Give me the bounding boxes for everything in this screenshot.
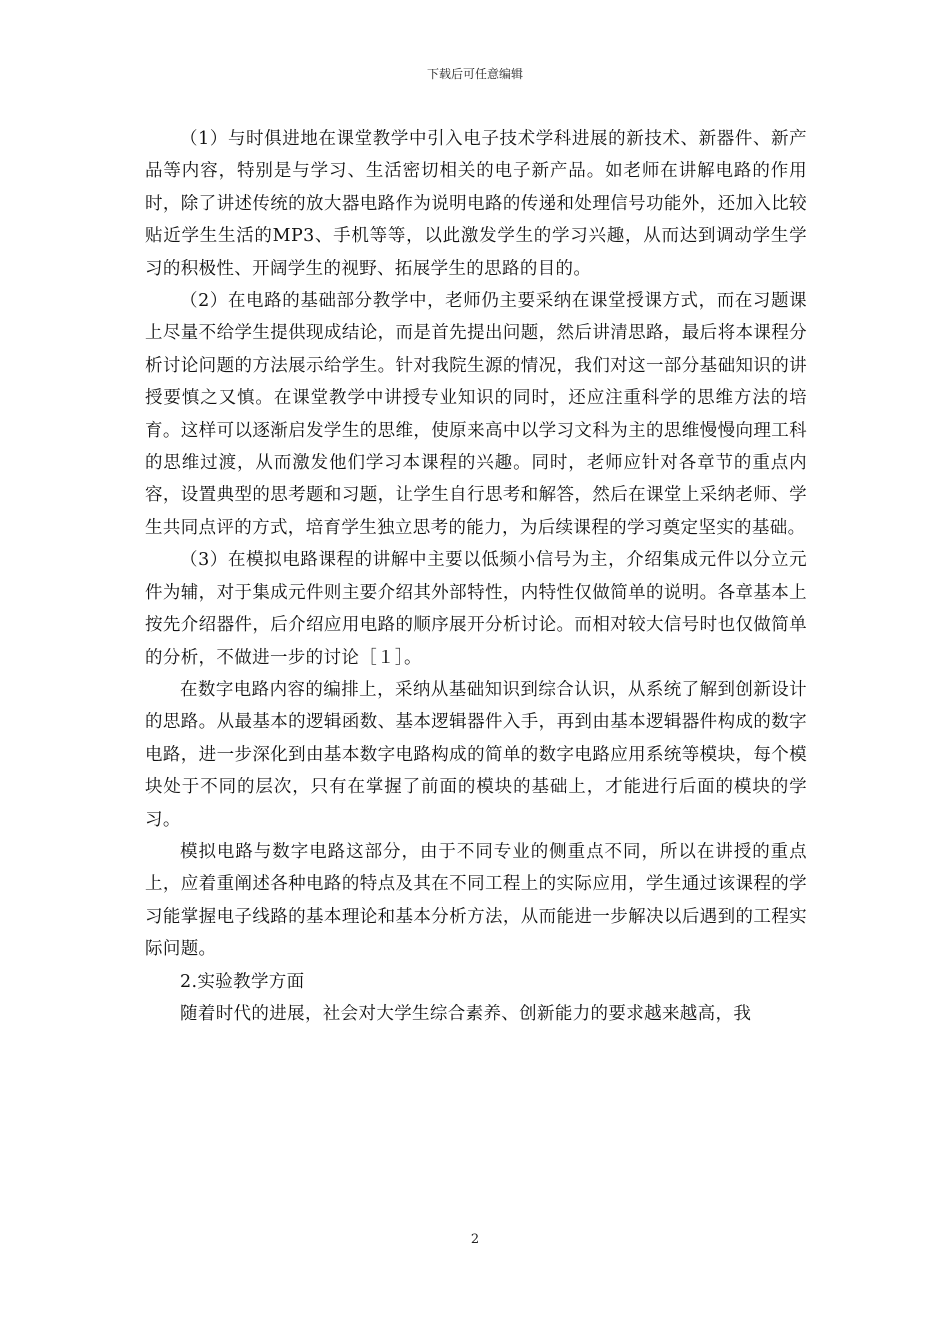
paragraph-6: 随着时代的进展，社会对大学生综合素养、创新能力的要求越来越高，我 [180,1003,752,1024]
paragraph-1: （1）与时俱进地在课堂教学中引入电子技术学科进展的新技术、新器件、新产品等内容，特别是与学习、生活密切相关的电子新产品。如老师在讲解电路的作用时，除了讲述传统的放大器电路作为说明电路的传递和处理信号功能外，还加入比较贴近学生生活的MP3、手机等等，以此激发学生的学习兴趣，从而达到调动学生学习的积极性、开阔学生的视野、拓展学生的思路的目的。 [145,129,807,279]
page-header: 下载后可任意编辑 [426,67,523,81]
page-number: 2 [470,1232,480,1247]
document-body [145,123,807,1030]
paragraph-2: （2）在电路的基础部分教学中，老师仍主要采纳在课堂授课方式，而在习题课上尽量不给学生提供现成结论，而是首先提出问题，然后讲清思路，最后将本课程分析讨论问题的方法展示给学生。针对我院生源的情况，我们对这一部分基础知识的讲授要慎之又慎。在课堂教学中讲授专业知识的同时，还应注重科学的思维方法的培育。这样可以逐渐启发学生的思维，使原来高中以学习文科为主的思维慢慢向理工科的思维过渡，从而激发他们学习本课程的兴趣。同时，老师应针对各章节的重点内容，设置典型的思考题和习题，让学生自行思考和解答，然后在课堂上采纳老师、学生共同点评的方式，培育学生独立思考的能力，为后续课程的学习奠定坚实的基础。 [145,291,807,538]
paragraph-4: 在数字电路内容的编排上，采纳从基础知识到综合认识，从系统了解到创新设计的思路。从最基本的逻辑函数、基本逻辑器件入手，再到由基本逻辑器件构成的数字电路，进一步深化到由基本数字电路构成的简单的数字电路应用系统等模块，每个模块处于不同的层次，只有在掌握了前面的模块的基础上，才能进行后面的模块的学习。 [145,679,807,830]
paragraph-3: （3）在模拟电路课程的讲解中主要以低频小信号为主，介绍集成元件以分立元件为辅，对于集成元件则主要介绍其外部特性，内特性仅做简单的说明。各章基本上按先介绍器件，后介绍应用电路的顺序展开分析讨论。而相对较大信号时也仅做简单的分析，不做进一步的讨论［１］。 [145,550,807,668]
paragraph-5: 模拟电路与数字电路这部分，由于不同专业的侧重点不同，所以在讲授的重点上，应着重阐述各种电路的特点及其在不同工程上的实际应用，学生通过该课程的学习能掌握电子线路的基本理论和基本分析方法，从而能进一步解决以后遇到的工程实际问题。 [145,841,807,960]
section-heading: 2.实验教学方面 [180,971,305,992]
